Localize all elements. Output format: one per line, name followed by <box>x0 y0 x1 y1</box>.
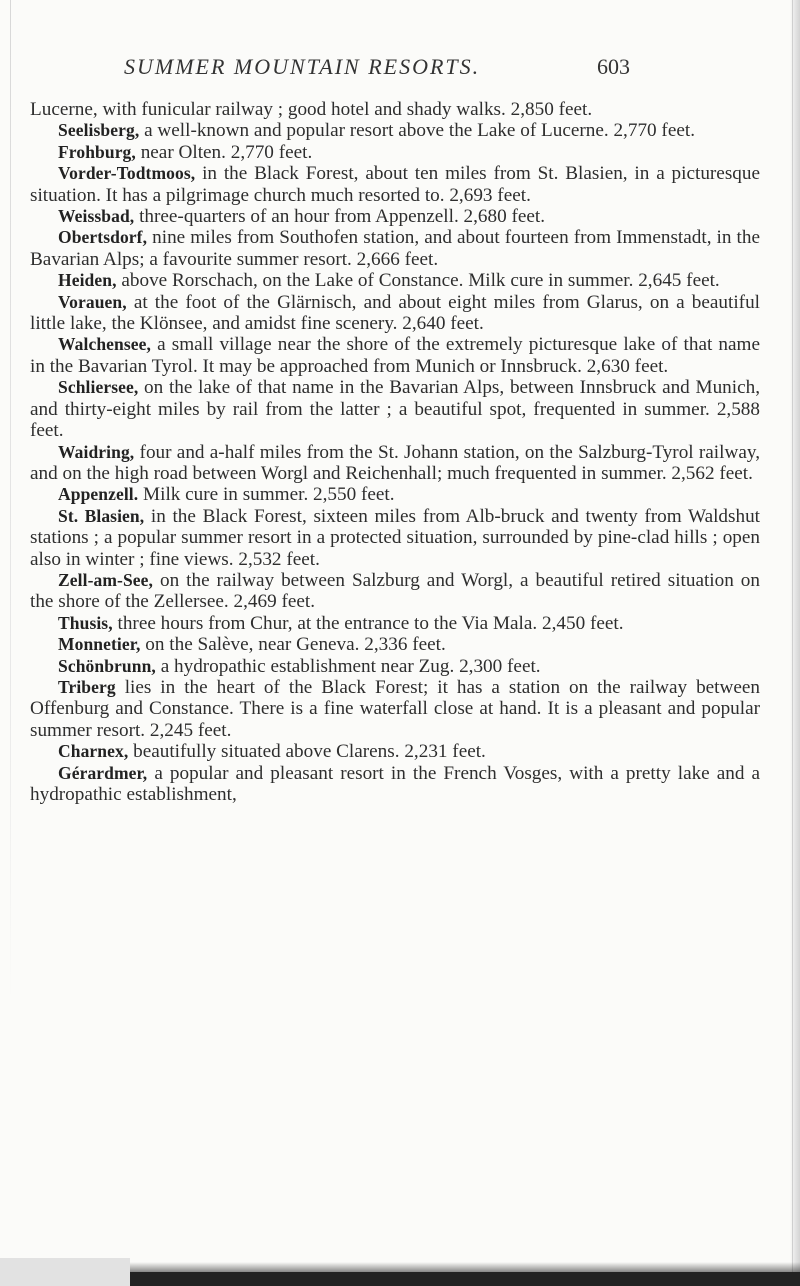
entry-term: Gérardmer, <box>58 762 148 783</box>
page-right-rule <box>792 0 793 1286</box>
entry-term: Obertsdorf, <box>58 227 148 248</box>
opening-paragraph: Lucerne, with funicular railway ; good hotel and shady walks. 2,850 feet. <box>30 99 593 120</box>
entry-thusis <box>30 613 760 634</box>
entry-term: Seelisberg, <box>58 120 140 141</box>
entry-frohburg <box>30 142 760 163</box>
page-number: 603 <box>597 54 630 79</box>
body-text <box>30 99 760 805</box>
entry-term: Vorder-Todtmoos, <box>58 163 196 184</box>
entry-term: Frohburg, <box>58 141 136 162</box>
entry-term: Walchensee, <box>58 334 151 355</box>
entry-charnex <box>30 741 760 762</box>
entry-term: Appenzell. <box>58 484 139 505</box>
entry-term: Weissbad, <box>58 206 135 227</box>
entry-seelisberg <box>30 120 760 141</box>
entry-text: in the Black Forest, about ten miles from St. Blasien, in a picturesque situation. It has a pilgrimage church much resorted to. 2,693 feet. <box>30 163 760 206</box>
entry-gerardmer <box>30 763 760 806</box>
entry-text: on the lake of that name in the Bavarian Alps, between Innsbruck and Munich, and thirty-eight miles by rail from the latter ; a beautiful spot, frequented in summer. 2,588 feet. <box>30 377 760 442</box>
entry-schliersee <box>30 377 760 441</box>
entry-appenzell <box>30 484 760 505</box>
entry-text: near Olten. 2,770 feet. <box>135 141 313 163</box>
page-header <box>30 54 770 84</box>
entry-walchensee <box>30 334 760 377</box>
entry-monnetier <box>30 634 760 655</box>
entry-text: three-quarters of an hour from Appenzell. 2,680 feet. <box>134 206 546 228</box>
page-left-edge <box>10 0 11 1000</box>
entry-vorder-todtmoos <box>30 163 760 206</box>
entry-text: in the Black Forest, sixteen miles from Alb-bruck and twenty from Waldshut stations ; a popular summer resort in a protected situation, surrounded by pine-clad hills ; open also in winter ; fine views. 2,532 feet. <box>30 505 761 570</box>
entry-st-blasien <box>30 506 760 570</box>
entry-text: a small village near the shore of the extremely picturesque lake of that name in the Bavarian Tyrol. It may be approached from Munich or Innsbruck. 2,630 feet. <box>30 334 760 377</box>
entry-text: a popular and pleasant resort in the French Vosges, with a pretty lake and a hydropathic establishment, <box>30 762 760 805</box>
entry-text: four and a-half miles from the St. Johann station, on the Salzburg-Tyrol railway, and on the high road between Worgl and Reichenhall; much frequented in summer. 2,562 feet. <box>30 441 760 484</box>
entry-text: three hours from Chur, at the entrance to the Via Mala. 2,450 feet. <box>112 612 624 634</box>
entry-term: Zell-am-See, <box>58 569 153 590</box>
entry-schonbrunn <box>30 656 760 677</box>
entry-triberg <box>30 677 760 741</box>
entry-weissbad <box>30 206 760 227</box>
entry-text: lies in the heart of the Black Forest; it has a station on the railway between Offenburg and Constance. There is a fine waterfall close at hand. It is a pleasant and popular summer resort. 2,245 feet. <box>30 676 760 741</box>
entry-term: Thusis, <box>58 612 113 633</box>
entry-term: Schönbrunn, <box>58 655 156 676</box>
entry-text: nine miles from Southofen station, and about fourteen from Immenstadt, in the Bavarian Alps; a favourite summer resort. 2,666 feet. <box>30 227 760 270</box>
running-head: SUMMER MOUNTAIN RESORTS. <box>124 54 481 79</box>
entry-waidring <box>30 442 760 485</box>
entry-text: above Rorschach, on the Lake of Constance. Milk cure in summer. 2,645 feet. <box>116 270 720 292</box>
entry-heiden <box>30 270 760 291</box>
entry-term: St. Blasien, <box>58 505 145 526</box>
entry-vorauen <box>30 292 760 335</box>
entry-text: on the railway between Salzburg and Worgl, a beautiful retired situation on the shore of the Zellersee. 2,469 feet. <box>30 569 760 613</box>
entry-term: Schliersee, <box>58 377 139 398</box>
entry-term: Vorauen, <box>58 291 127 312</box>
entry-text: Milk cure in summer. 2,550 feet. <box>138 484 395 506</box>
entry-term: Triberg <box>58 676 116 697</box>
entry-term: Monnetier, <box>58 634 141 655</box>
entry-term: Heiden, <box>58 270 117 291</box>
entry-text: beautifully situated above Clarens. 2,231 feet. <box>128 741 486 763</box>
entry-term: Charnex, <box>58 741 129 762</box>
entry-text: on the Salève, near Geneva. 2,336 feet. <box>140 634 446 656</box>
entry-text: at the foot of the Glärnisch, and about eight miles from Glarus, on a beautiful little lake, the Klönsee, and amidst fine scenery. 2,640 feet. <box>30 291 760 335</box>
entry-term: Waidring, <box>58 441 135 462</box>
entry-zell-am-see <box>30 570 760 613</box>
entry-text: a hydropathic establishment near Zug. 2,300 feet. <box>155 655 541 677</box>
entry-obertsdorf <box>30 227 760 270</box>
page-bottom-left-corner <box>0 1258 130 1286</box>
entry-text: a well-known and popular resort above the Lake of Lucerne. 2,770 feet. <box>139 120 695 142</box>
